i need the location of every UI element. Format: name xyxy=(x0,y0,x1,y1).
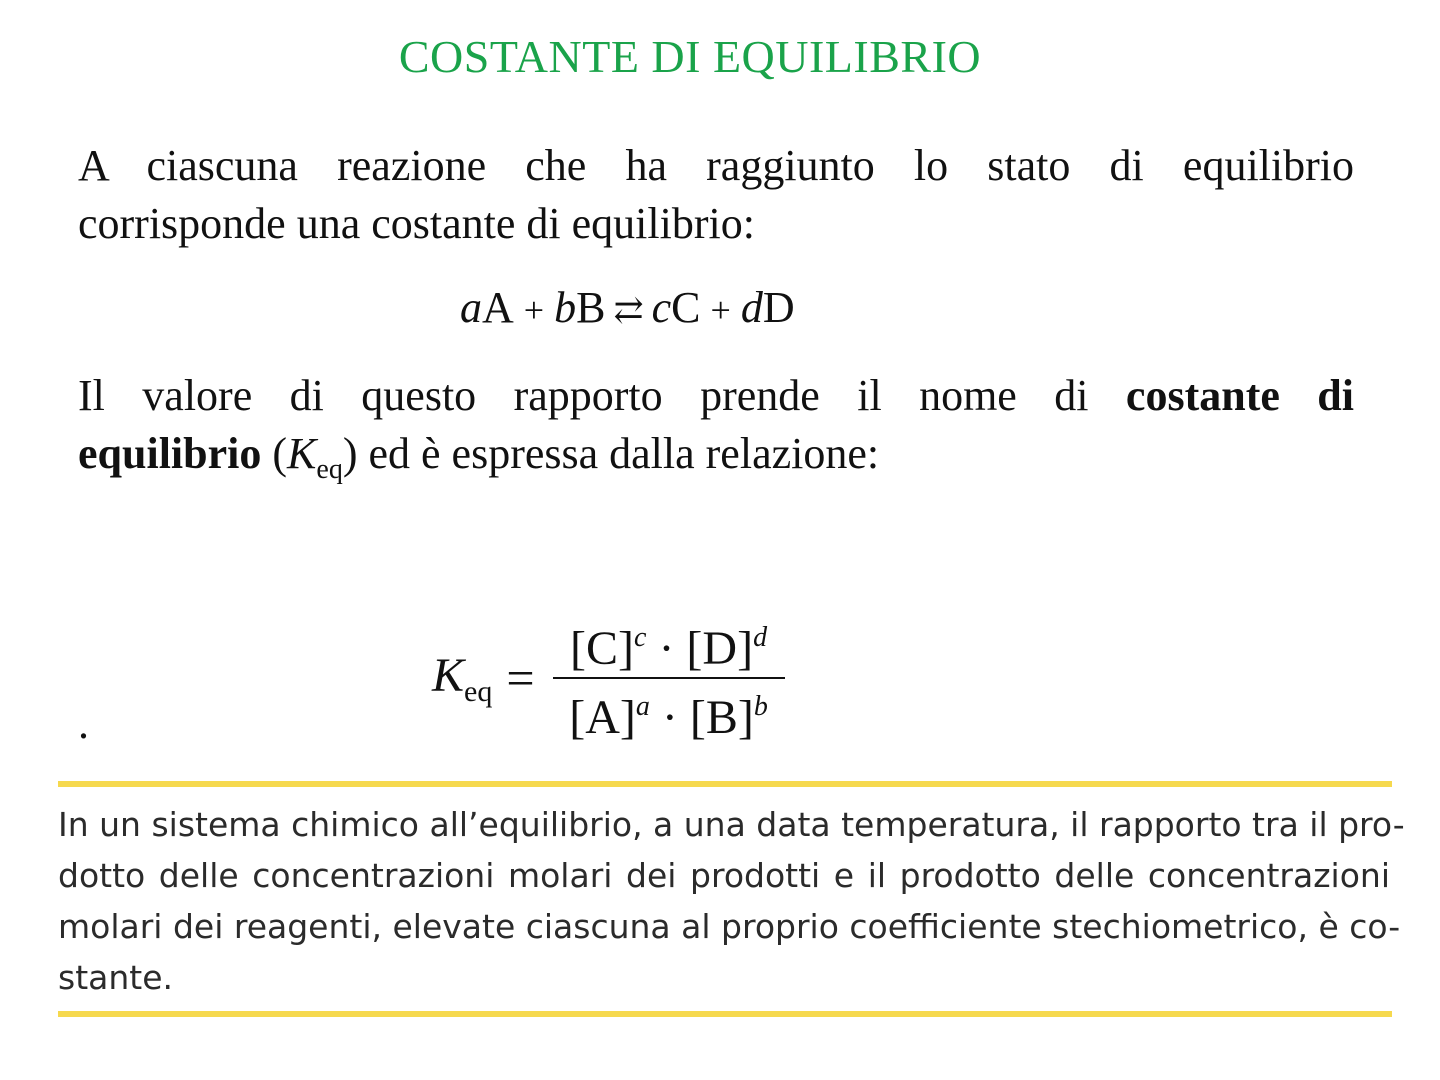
formula-k: K xyxy=(432,648,465,702)
box-line-4: stante. xyxy=(58,958,174,997)
definition-line-2-rest: ) ed è espressa dalla relazione: xyxy=(342,429,880,478)
box-line-3: molari dei reagenti, elevate ciascuna al proprio coefficiente stechiometrico, è co- xyxy=(58,907,1401,946)
exp-a: a xyxy=(635,691,650,722)
coef-d: d xyxy=(740,283,763,332)
den-B: [B] xyxy=(689,691,754,744)
paren-open: ( xyxy=(272,429,288,478)
species-D: D xyxy=(762,283,795,332)
definition-line-2 xyxy=(78,425,1354,499)
coef-a: a xyxy=(460,283,482,332)
box-line-1: In un sistema chimico all’equilibrio, a una data temperatura, il rapporto tra il pro- xyxy=(58,805,1405,844)
exp-d: d xyxy=(753,622,768,653)
exp-b: b xyxy=(753,691,768,722)
exp-c: c xyxy=(634,622,647,653)
species-B: B xyxy=(576,283,606,332)
definition-line-1-text: Il valore di questo rapporto prende il nome di xyxy=(78,371,1089,420)
species-A: A xyxy=(482,283,514,332)
formula-fraction xyxy=(553,612,785,744)
page-title: COSTANTE DI EQUILIBRIO xyxy=(398,31,982,82)
formula-numerator xyxy=(566,612,771,677)
coef-b: b xyxy=(554,283,577,332)
stray-dot: . xyxy=(78,699,89,748)
formula-denominator xyxy=(565,679,772,744)
keq-subscript: eq xyxy=(316,453,343,485)
species-C: C xyxy=(671,283,701,332)
box-bottom-divider xyxy=(58,1011,1392,1017)
equilibrium-arrow-icon: ⇄ xyxy=(613,290,644,330)
intro-paragraph xyxy=(78,137,1354,253)
definition-box xyxy=(58,799,1405,1003)
coef-c: c xyxy=(651,283,672,332)
box-line-2: dotto delle concentrazioni molari dei prodotti e il prodotto delle concentrazioni xyxy=(58,856,1390,895)
formula-k-subscript: eq xyxy=(464,674,493,708)
plus-sign-2: + xyxy=(710,290,731,330)
intro-line-1: A ciascuna reazione che ha raggiunto lo stato di equilibrio xyxy=(78,141,1354,190)
equilibrium-constant-formula xyxy=(432,612,785,744)
den-A: [A] xyxy=(569,691,636,744)
num-D: [D] xyxy=(686,622,754,675)
reaction-equation xyxy=(460,282,795,333)
keq-symbol: K xyxy=(287,429,317,478)
definition-line-1 xyxy=(78,367,1354,425)
term-bold-2: equilibrio xyxy=(78,429,262,478)
formula-lhs xyxy=(432,648,492,709)
definition-paragraph xyxy=(78,367,1354,499)
box-top-divider xyxy=(58,781,1392,787)
num-C: [C] xyxy=(570,622,634,675)
formula-equals: = xyxy=(506,650,535,706)
intro-line-2: corrisponde una costante di equilibrio: xyxy=(78,199,755,248)
den-dot: · xyxy=(649,691,690,744)
num-dot: · xyxy=(646,622,687,675)
plus-sign: + xyxy=(523,290,545,330)
term-bold-1: costante di xyxy=(1125,371,1354,420)
